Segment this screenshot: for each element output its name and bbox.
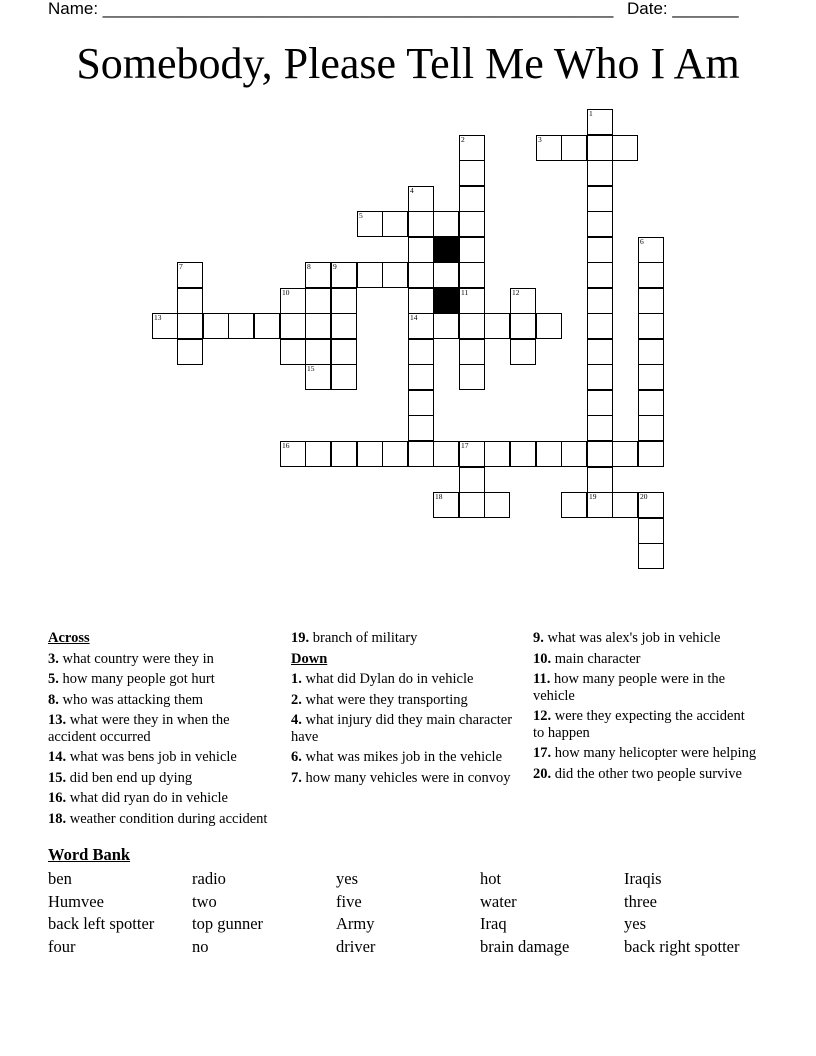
clue-number: 14	[410, 313, 418, 322]
clue-number: 15	[307, 364, 315, 373]
word-bank-entry: water	[480, 892, 517, 911]
word-bank-entry: four	[48, 937, 76, 956]
clue-number: 11	[461, 288, 469, 297]
crossword-cell[interactable]	[536, 135, 562, 161]
clue-text: how many people were in the vehicle	[533, 671, 726, 704]
crossword-cell[interactable]	[587, 364, 613, 390]
clue-number: 12	[512, 288, 520, 297]
crossword-cell[interactable]	[638, 543, 664, 569]
crossword-cell[interactable]	[587, 211, 613, 237]
clue-text: what was mikes job in the vehicle	[301, 749, 503, 765]
crossword-cell[interactable]	[177, 339, 203, 365]
crossword-cell[interactable]	[587, 288, 613, 314]
crossword-cell[interactable]	[408, 364, 434, 390]
crossword-cell[interactable]	[587, 492, 613, 518]
clue-item	[291, 712, 521, 745]
crossword-cell[interactable]	[484, 313, 510, 339]
crossword-cell[interactable]	[459, 135, 485, 161]
crossword-cell[interactable]	[408, 339, 434, 365]
crossword-cell[interactable]	[459, 160, 485, 186]
crossword-cell[interactable]	[433, 313, 459, 339]
clue-item	[291, 671, 521, 688]
word-bank-entry: no	[192, 937, 209, 956]
word-bank-entry: brain damage	[480, 937, 570, 956]
crossword-cell[interactable]	[587, 339, 613, 365]
crossword-cell[interactable]	[280, 288, 306, 314]
crossword-cell[interactable]	[459, 364, 485, 390]
crossword-cell[interactable]	[280, 441, 306, 467]
clue-text: how many vehicles were in convoy	[301, 769, 511, 786]
crossword-cell[interactable]	[280, 313, 306, 339]
crossword-cell[interactable]	[459, 492, 485, 518]
crossword-cell[interactable]	[408, 415, 434, 441]
word-bank-entry: two	[192, 892, 217, 911]
crossword-cell[interactable]	[433, 441, 459, 467]
clue-text: what were they transporting	[301, 691, 468, 708]
crossword-cell[interactable]	[305, 364, 331, 390]
clue-item	[533, 651, 758, 668]
clue-number: 12.	[533, 708, 552, 724]
crossword-cell[interactable]	[587, 415, 613, 441]
crossword-cell[interactable]	[331, 288, 357, 314]
crossword-cell[interactable]	[459, 288, 485, 314]
crossword-cell[interactable]	[510, 288, 536, 314]
word-bank-entry: Iraq	[480, 914, 507, 933]
crossword-cell[interactable]	[638, 339, 664, 365]
crossword-cell[interactable]	[587, 186, 613, 212]
clue-number: 1	[589, 109, 593, 118]
crossword-cell[interactable]	[305, 288, 331, 314]
crossword-cell[interactable]	[484, 492, 510, 518]
crossword-cell[interactable]	[536, 441, 562, 467]
clue-number: 11.	[533, 671, 551, 687]
date-field[interactable]: Date: _______	[627, 0, 739, 18]
word-bank-entry: three	[624, 892, 657, 911]
crossword-cell[interactable]	[510, 441, 536, 467]
clue-number: 8.	[48, 691, 59, 708]
clue-number: 18.	[48, 810, 67, 827]
word-bank-entry: Humvee	[48, 892, 104, 911]
word-bank-entry: hot	[480, 869, 502, 888]
word-bank-entry: back right spotter	[624, 937, 740, 956]
clue-item	[291, 692, 521, 709]
crossword-cell[interactable]	[382, 262, 408, 288]
clue-number: 19	[589, 492, 597, 501]
crossword-cell[interactable]	[357, 211, 383, 237]
crossword-cell[interactable]	[612, 441, 638, 467]
crossword-cell[interactable]	[459, 211, 485, 237]
clue-number: 6	[640, 237, 644, 246]
clue-text: what was bens job in vehicle	[66, 749, 237, 765]
clue-number: 9.	[533, 630, 544, 646]
clue-number: 10	[282, 288, 290, 297]
crossword-cell[interactable]	[638, 364, 664, 390]
clue-number: 4	[410, 186, 414, 195]
crossword-cell[interactable]	[587, 160, 613, 186]
crossword-cell[interactable]	[228, 313, 254, 339]
clue-number: 17.	[533, 745, 552, 761]
crossword-cell[interactable]	[331, 313, 357, 339]
crossword-cell[interactable]	[280, 339, 306, 365]
crossword-cell[interactable]	[459, 262, 485, 288]
clue-number: 14.	[48, 749, 67, 765]
clue-item	[533, 745, 758, 762]
crossword-cell[interactable]	[561, 135, 587, 161]
crossword-cell[interactable]	[587, 390, 613, 416]
clue-item	[48, 671, 278, 688]
clue-number: 20.	[533, 765, 552, 782]
across-heading: Across	[48, 630, 90, 646]
crossword-cell[interactable]	[305, 313, 331, 339]
crossword-cell[interactable]	[433, 492, 459, 518]
crossword-cell[interactable]	[459, 237, 485, 263]
crossword-cell[interactable]	[305, 441, 331, 467]
clue-number: 2	[461, 135, 465, 144]
clue-number: 13.	[48, 712, 67, 728]
clue-number: 20	[640, 492, 648, 501]
crossword-cell[interactable]	[177, 288, 203, 314]
clue-number: 18	[435, 492, 443, 501]
blocked-cell	[433, 237, 459, 263]
crossword-cell[interactable]	[587, 441, 613, 467]
crossword-cell[interactable]	[408, 186, 434, 212]
crossword-cell[interactable]	[408, 211, 434, 237]
clue-number: 1.	[291, 671, 302, 687]
down-clue-list	[291, 671, 521, 786]
word-bank-title: Word Bank	[48, 845, 131, 864]
word-bank-entry: Iraqis	[624, 869, 662, 888]
crossword-cell[interactable]	[612, 135, 638, 161]
clue-item	[48, 811, 278, 828]
clue-number: 8	[307, 262, 311, 271]
crossword-cell[interactable]	[408, 441, 434, 467]
crossword-cell[interactable]	[408, 313, 434, 339]
clue-item	[48, 692, 278, 709]
crossword-cell[interactable]	[382, 211, 408, 237]
clue-item	[48, 790, 278, 807]
clue-text: main character	[551, 650, 641, 667]
crossword-cell[interactable]	[331, 262, 357, 288]
clue-text: what did Dylan do in vehicle	[301, 671, 474, 687]
crossword-cell[interactable]	[561, 441, 587, 467]
clue-text: how many helicopter were helping	[551, 745, 757, 761]
name-field[interactable]: Name: ______________________________________________________	[48, 0, 614, 18]
word-bank-entry: top gunner	[192, 914, 264, 933]
crossword-cell[interactable]	[331, 339, 357, 365]
crossword-cell[interactable]	[408, 288, 434, 314]
crossword-cell[interactable]	[638, 390, 664, 416]
across-clue-list-cont	[291, 630, 521, 647]
clue-item	[533, 671, 758, 704]
clue-number: 6.	[291, 749, 302, 765]
crossword-cell[interactable]	[484, 441, 510, 467]
clue-item	[48, 651, 278, 668]
clue-number: 4.	[291, 712, 302, 728]
clue-number: 19.	[291, 630, 310, 646]
crossword-cell[interactable]	[459, 339, 485, 365]
crossword-cell[interactable]	[331, 364, 357, 390]
clue-item	[291, 749, 521, 766]
crossword-cell[interactable]	[357, 262, 383, 288]
blocked-cell	[433, 288, 459, 314]
clue-number: 3.	[48, 650, 59, 667]
crossword-cell[interactable]	[587, 135, 613, 161]
clue-text: branch of military	[309, 630, 418, 646]
crossword-cell[interactable]	[459, 467, 485, 493]
clue-number: 5.	[48, 671, 59, 687]
clue-item	[48, 770, 278, 787]
word-bank-entry: Army	[336, 914, 375, 933]
clue-number: 13	[154, 313, 162, 322]
word-bank-entry: driver	[336, 937, 376, 956]
crossword-cell[interactable]	[638, 492, 664, 518]
crossword-cell[interactable]	[459, 441, 485, 467]
clue-number: 3	[538, 135, 542, 144]
word-bank-entry: yes	[624, 914, 646, 933]
clue-text: what were they in when the accident occurred	[48, 712, 230, 745]
crossword-cell[interactable]	[587, 237, 613, 263]
word-bank-entry: yes	[336, 869, 358, 888]
crossword-cell[interactable]	[305, 262, 331, 288]
clue-item	[48, 712, 278, 745]
clue-item	[291, 630, 521, 647]
crossword-cell[interactable]	[638, 415, 664, 441]
word-bank-entry: ben	[48, 869, 72, 888]
crossword-cell[interactable]	[408, 262, 434, 288]
clue-number: 17	[461, 441, 469, 450]
clue-text: how many people got hurt	[58, 671, 215, 687]
crossword-cell[interactable]	[331, 441, 357, 467]
clue-item	[48, 749, 278, 766]
clue-number: 15.	[48, 769, 67, 786]
crossword-cell[interactable]	[177, 262, 203, 288]
crossword-cell[interactable]	[152, 313, 178, 339]
crossword-cell[interactable]	[459, 186, 485, 212]
clue-number: 16	[282, 441, 290, 450]
clue-number: 10.	[533, 650, 552, 667]
clue-text: did ben end up dying	[66, 769, 193, 786]
crossword-cell[interactable]	[510, 339, 536, 365]
crossword-cell[interactable]	[536, 313, 562, 339]
clue-text: did the other two people survive	[551, 765, 742, 782]
crossword-cell[interactable]	[587, 109, 613, 135]
crossword-cell[interactable]	[587, 313, 613, 339]
clues-column-3	[533, 630, 758, 786]
crossword-cell[interactable]	[203, 313, 229, 339]
crossword-cell[interactable]	[433, 262, 459, 288]
clue-text: weather condition during accident	[66, 810, 268, 827]
clue-text: what injury did they main character have	[291, 712, 513, 745]
clue-number: 5	[359, 211, 363, 220]
clue-number: 2.	[291, 691, 302, 708]
crossword-cell[interactable]	[382, 441, 408, 467]
word-bank-entry: radio	[192, 869, 226, 888]
clue-number: 16.	[48, 790, 67, 806]
crossword-cell[interactable]	[459, 313, 485, 339]
word-bank-entry: five	[336, 892, 362, 911]
clues-column-2	[291, 630, 521, 790]
clue-item	[291, 770, 521, 787]
clue-item	[533, 766, 758, 783]
down-clue-list-cont	[533, 630, 758, 782]
clue-text: what was alex's job in vehicle	[543, 630, 721, 646]
clue-number: 7	[179, 262, 183, 271]
crossword-cell[interactable]	[561, 492, 587, 518]
crossword-cell[interactable]	[612, 492, 638, 518]
clue-number: 7.	[291, 769, 302, 786]
crossword-cell[interactable]	[638, 288, 664, 314]
clue-text: what country were they in	[58, 650, 214, 667]
crossword-cell[interactable]	[638, 262, 664, 288]
clues-column-1	[48, 630, 278, 831]
page-title: Somebody, Please Tell Me Who I Am	[76, 39, 740, 88]
clue-text: what did ryan do in vehicle	[66, 790, 228, 806]
crossword-cell[interactable]	[305, 339, 331, 365]
crossword-cell[interactable]	[587, 262, 613, 288]
word-bank-entry: back left spotter	[48, 914, 155, 933]
clue-item	[533, 708, 758, 741]
crossword-cell[interactable]	[433, 211, 459, 237]
crossword-cell[interactable]	[408, 237, 434, 263]
across-clue-list	[48, 651, 278, 828]
crossword-cell[interactable]	[510, 313, 536, 339]
clue-number: 9	[333, 262, 337, 271]
down-heading: Down	[291, 650, 328, 667]
crossword-cell[interactable]	[357, 441, 383, 467]
crossword-cell[interactable]	[638, 441, 664, 467]
clue-item	[533, 630, 758, 647]
crossword-cell[interactable]	[254, 313, 280, 339]
clue-text: were they expecting the accident to happen	[533, 708, 745, 741]
crossword-cell[interactable]	[638, 313, 664, 339]
crossword-cell[interactable]	[408, 390, 434, 416]
crossword-cell[interactable]	[638, 518, 664, 544]
clue-text: who was attacking them	[58, 691, 204, 708]
crossword-cell[interactable]	[177, 313, 203, 339]
crossword-cell[interactable]	[638, 237, 664, 263]
crossword-cell[interactable]	[587, 467, 613, 493]
